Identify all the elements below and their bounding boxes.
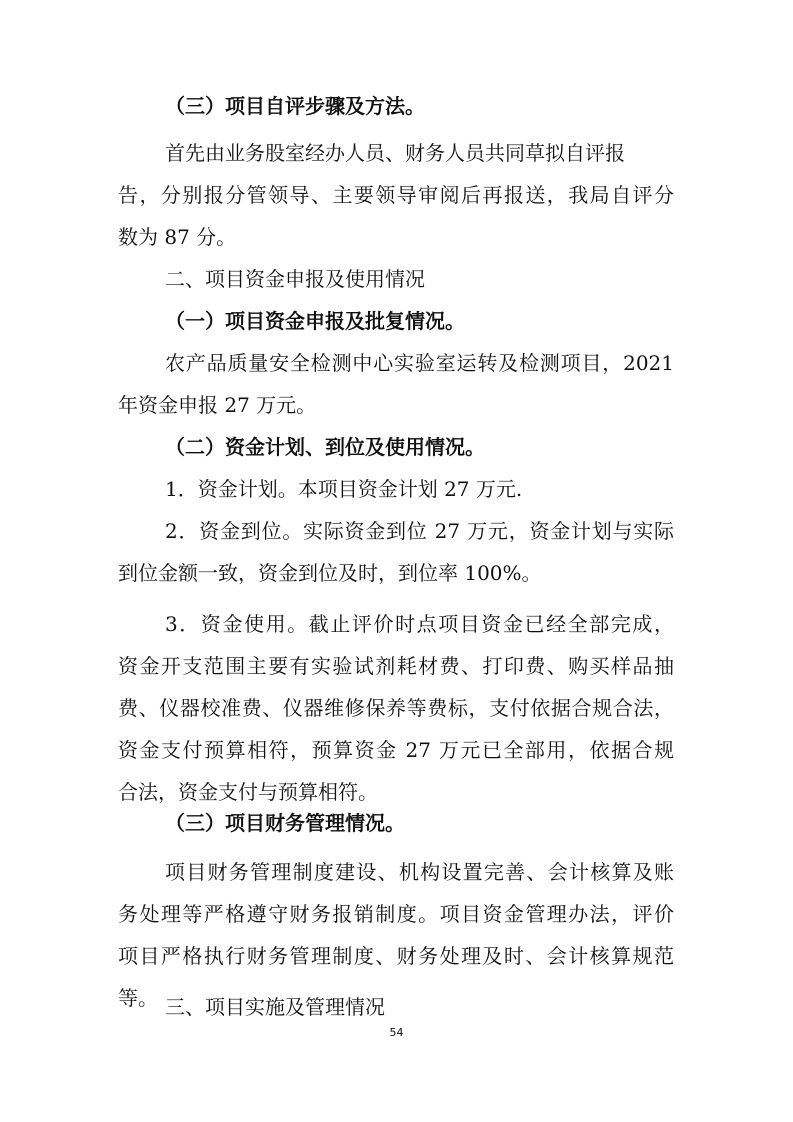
paragraph-line: 农产品质量安全检测中心实验室运转及检测项目，2021 <box>165 351 674 375</box>
subheading-financial-management: （三）项目财务管理情况。 <box>165 811 405 835</box>
section-heading-funding: 二、项目资金申报及使用情况 <box>165 267 425 291</box>
paragraph-line: 告，分别报分管领导、主要领导审阅后再报送，我局自评分 <box>118 183 674 207</box>
paragraph-line: 合法，资金支付与预算相符。 <box>118 780 378 804</box>
paragraph-line: 到位金额一致，资金到位及时，到位率 100%。 <box>118 561 542 585</box>
paragraph-line: 首先由业务股室经办人员、财务人员共同草拟自评报 <box>165 141 625 165</box>
list-item-arrival: 2．资金到位。实际资金到位 27 万元，资金计划与实际 <box>165 519 674 543</box>
subheading-plan-usage: （二）资金计划、到位及使用情况。 <box>165 435 485 459</box>
paragraph-line: 资金开支范围主要有实验试剂耗材费、打印费、购买样品抽 <box>118 654 674 678</box>
paragraph-line: 务处理等严格遵守财务报销制度。项目资金管理办法，评价 <box>118 902 674 926</box>
subheading-application: （一）项目资金申报及批复情况。 <box>165 309 465 333</box>
paragraph-line: 项目财务管理制度建设、机构设置完善、会计核算及账 <box>165 860 674 884</box>
page-number: 54 <box>389 1026 404 1039</box>
list-item-usage: 3．资金使用。截止评价时点项目资金已经全部完成， <box>165 612 674 636</box>
paragraph-line: 费、仪器校准费、仪器维修保养等费标，支付依据合规合法， <box>118 696 674 720</box>
list-item-plan: 1．资金计划。本项目资金计划 27 万元. <box>165 477 523 501</box>
paragraph-line: 年资金申报 27 万元。 <box>118 393 317 417</box>
paragraph-line: 数为 87 分。 <box>118 225 237 249</box>
subheading-evaluation-steps: （三）项目自评步骤及方法。 <box>165 94 425 118</box>
section-heading-implementation: 三、项目实施及管理情况 <box>165 995 385 1019</box>
paragraph-line: 资金支付预算相符，预算资金 27 万元已全部用，依据合规 <box>118 738 674 762</box>
paragraph-line: 项目严格执行财务管理制度、财务处理及时、会计核算规范 <box>118 944 674 968</box>
paragraph-line: 等。 <box>118 986 158 1010</box>
